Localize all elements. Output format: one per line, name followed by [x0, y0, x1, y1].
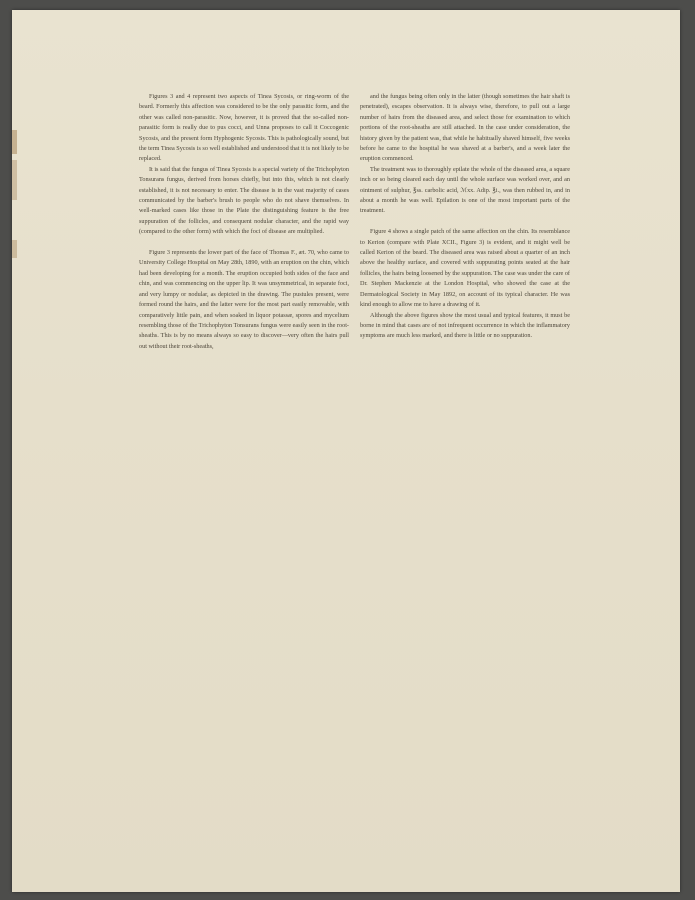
paragraph: The treatment was to thoroughly epilate the whole of the diseased area, a square inch or so being cleared each day until the whole surface was worked over, and an ointment of sulphur, ℥ss. carbolic acid, ℳxx. Adip. ℥i., was then rubbed in, and in about a month he was well. Epilation is one of the most important parts of the treatment. [360, 165, 570, 215]
paragraph: Figures 3 and 4 represent two aspects of Tinea Sycosis, or ring-worm of the beard. Formerly this affection was considered to be the only parasitic form, and the other was called non-parasitic. Now, however, it is proved that the so-called non-parasitic form is really due to pus cocci, and Unna proposes to call it Coccogenic Sycosis, and the present form Hyphogenic Sycosis. This is pathologically sound, but the term Tinea Sycosis is so well established and understood that it is not likely to be replaced. [139, 93, 350, 163]
paragraph: Figure 3 represents the lower part of the face of Thomas F., æt. 70, who came to University College Hospital on May 28th, 1890, with an eruption on the chin, which had been developing for a month. The eruption occupied both sides of the face and chin, and was commencing on the upper lip. It was unsymmetrical, in separate foci, and very lumpy or nodular, as depicted in the drawing. The pustules present, were formed round the hairs, and the latter were for the most part easily removable, with comparatively little pain, and when soaked in liquor potassæ, spores and mycelium resembling those of the Trichophyton Tonsurans fungus were easily seen in the root-sheaths. This is by no means always so easy to discover—very often the hairs pull out without their root-sheaths, [139, 249, 349, 350]
edge-stain [12, 160, 17, 200]
paragraph: Although the above figures show the most usual and typical features, it must be borne in mind that cases are of not infrequent occurrence in which the inflammatory symptoms are much less marked, and there is little or no suppuration. [360, 311, 570, 340]
edge-stain [12, 240, 17, 258]
edge-stain [12, 130, 17, 154]
paragraph: It is said that the fungus of Tinea Sycosis is a special variety of the Trichophyton Tonsurans fungus, derived from horses chiefly, but into this, which is not clearly established, it is not necessary to enter. The disease is in the vast majority of cases communicated by the barber's brush to people who do not shave themselves. In well-marked cases like those in the Plate the distinguishing feature is the free suppuration of the follicles, and consequent nodular character, and the rapid way (compared to the other form) with which the foci of disease are multiplied. [139, 165, 349, 236]
right-text-column [360, 92, 570, 342]
left-text-column [139, 92, 349, 352]
document-page [12, 10, 680, 892]
paragraph: Figure 4 shows a single patch of the same affection on the chin. Its resemblance to Kerion (compare with Plate XCII., Figure 3) is evident, and it might well be called Kerion of the beard. The diseased area was raised about a quarter of an inch above the healthy surface, and covered with suppurating points seated at the hair follicles, the hairs being loosened by the suppuration. The case was under the care of Dr. Stephen Mackenzie at the London Hospital, who showed the case at the Dermatological Society in May 1892, on account of its typical character. He was kind enough to allow me to have a drawing of it. [360, 228, 570, 309]
paragraph: and the fungus being often only in the latter (though sometimes the hair shaft is penetrated), escapes observation. It is always wise, therefore, to pull out a large number of hairs from the diseased area, and select those for examination to which portions of the root-sheaths are still attached. In the case under consideration, the history given by the patient was, that while he habitually shaved himself, five weeks before he came to the hospital he was shaved at a barber's, and a week later the eruption commenced. [360, 93, 570, 163]
